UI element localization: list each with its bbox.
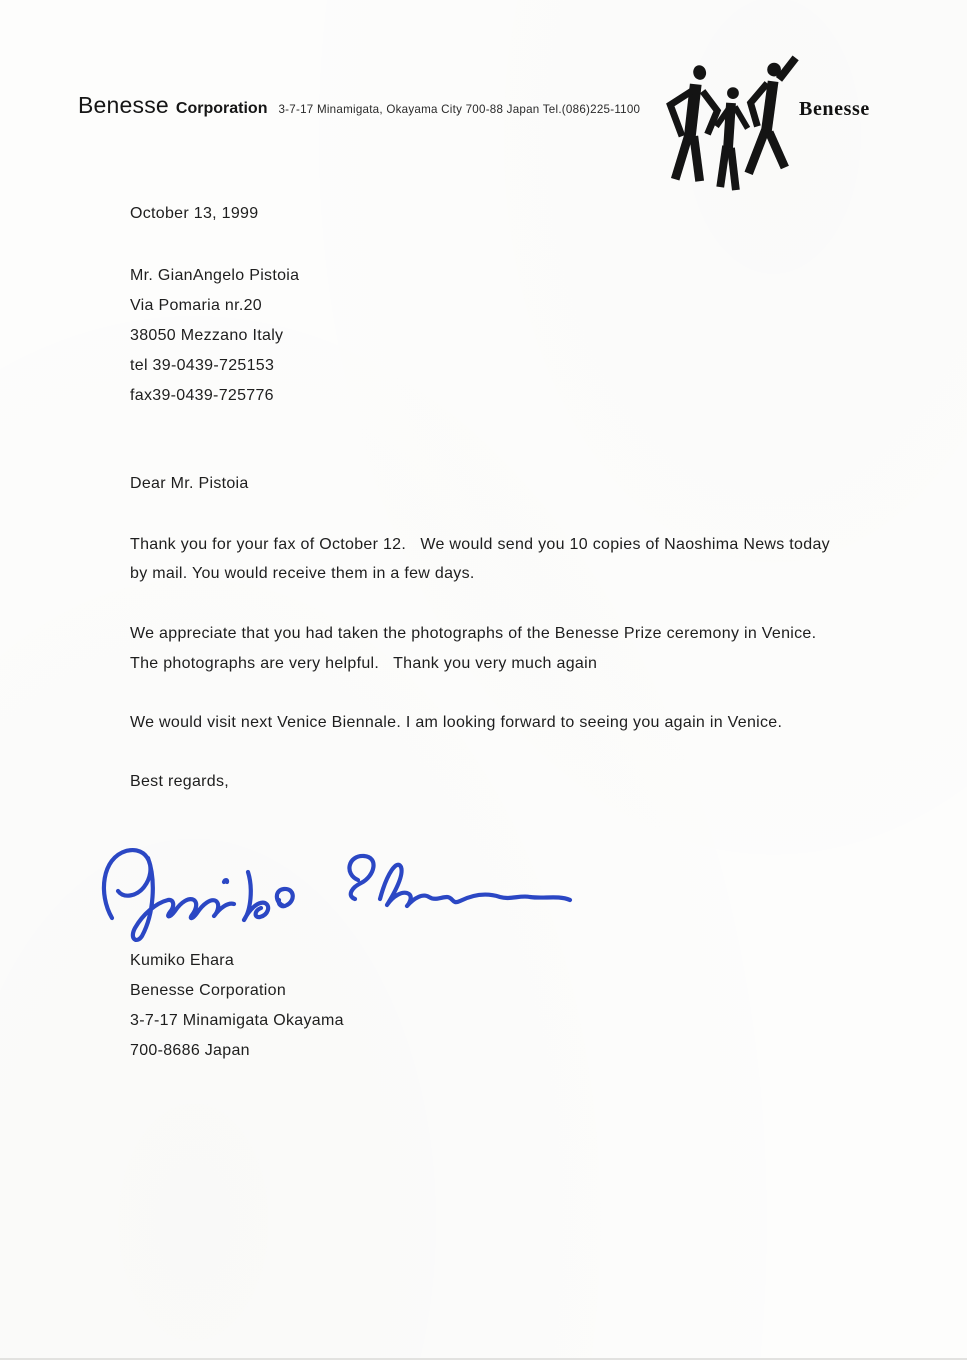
company-name-large: Benesse [78, 92, 169, 118]
company-address: 3-7-17 Minamigata, Okayama City 700-88 Japan Tel.(086)225-1100 [278, 103, 641, 116]
signoff-name: Kumiko Ehara [130, 952, 235, 969]
dancing-figures-logo-icon [662, 50, 800, 192]
paragraph1-line2: by mail. You would receive them in a few days. [130, 565, 475, 582]
paragraph1-line1: Thank you for your fax of October 12. We would send you 10 copies of Naoshima News today [130, 536, 830, 553]
recipient-fax: fax39-0439-725776 [130, 387, 274, 404]
salutation: Dear Mr. Pistoia [130, 475, 249, 492]
closing: Best regards, [130, 773, 230, 790]
recipient-city: 38050 Mezzano Italy [130, 327, 284, 344]
signoff-postal: 700-8686 Japan [130, 1042, 250, 1059]
recipient-name: Mr. GianAngelo Pistoia [130, 267, 300, 284]
logo-wordmark: Benesse [799, 98, 870, 120]
recipient-street: Via Pomaria nr.20 [130, 297, 262, 314]
handwritten-signature [96, 842, 584, 944]
letter-date: October 13, 1999 [130, 205, 259, 222]
recipient-tel: tel 39-0439-725153 [130, 357, 275, 374]
paragraph3-line1: We would visit next Venice Biennale. I am looking forward to seeing you again in Venice. [130, 714, 783, 731]
signoff-street: 3-7-17 Minamigata Okayama [130, 1012, 344, 1029]
paragraph2-line2: The photographs are very helpful. Thank you very much again [130, 655, 598, 672]
company-name-bold: Corporation [175, 100, 268, 117]
signoff-company: Benesse Corporation [130, 982, 287, 999]
letterhead [78, 92, 640, 119]
paragraph2-line1: We appreciate that you had taken the photographs of the Benesse Prize ceremony in Venice. [130, 625, 817, 642]
